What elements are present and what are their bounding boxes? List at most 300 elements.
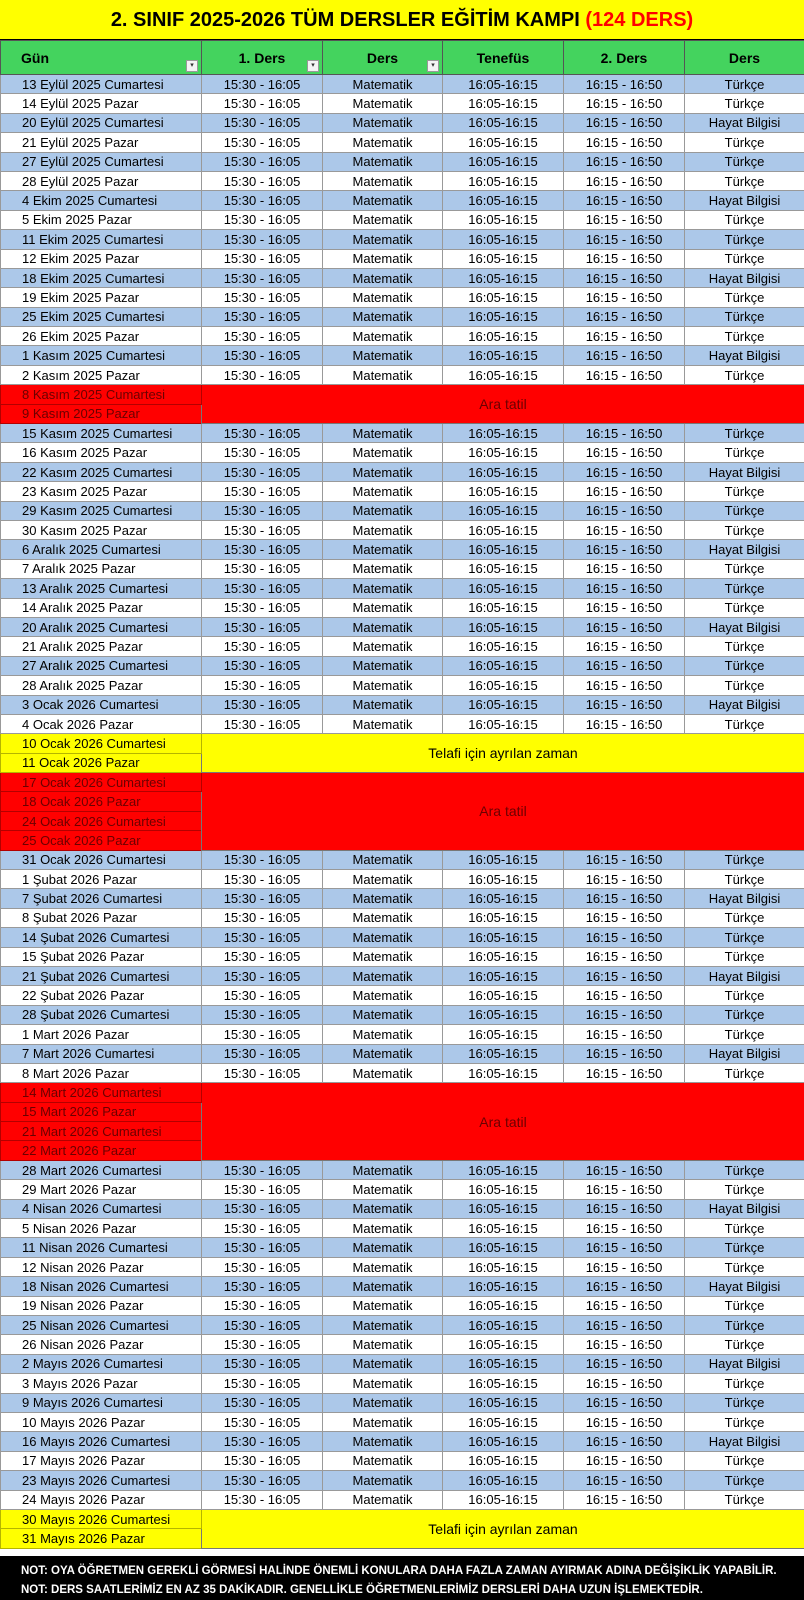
lesson1-time-cell[interactable]: 15:30 - 16:05 [202,1393,323,1412]
lesson2-time-cell[interactable]: 16:15 - 16:50 [564,94,685,113]
subject2-cell[interactable]: Hayat Bilgisi [685,191,804,210]
break-time-cell[interactable]: 16:05-16:15 [443,327,564,346]
lesson2-time-cell[interactable]: 16:15 - 16:50 [564,966,685,985]
subject1-cell[interactable]: Matematik [323,889,443,908]
subject1-cell[interactable]: Matematik [323,966,443,985]
subject1-cell[interactable]: Matematik [323,482,443,501]
break-time-cell[interactable]: 16:05-16:15 [443,1412,564,1431]
subject2-cell[interactable]: Türkçe [685,1412,804,1431]
break-time-cell[interactable]: 16:05-16:15 [443,1257,564,1276]
subject2-cell[interactable]: Türkçe [685,714,804,733]
date-cell[interactable]: 7 Şubat 2026 Cumartesi [1,889,202,908]
lesson2-time-cell[interactable]: 16:15 - 16:50 [564,1257,685,1276]
break-time-cell[interactable]: 16:05-16:15 [443,637,564,656]
subject1-cell[interactable]: Matematik [323,1025,443,1044]
date-cell[interactable]: 14 Aralık 2025 Pazar [1,598,202,617]
lesson2-time-cell[interactable]: 16:15 - 16:50 [564,152,685,171]
subject2-cell[interactable]: Türkçe [685,94,804,113]
lesson2-time-cell[interactable]: 16:15 - 16:50 [564,113,685,132]
subject2-cell[interactable]: Türkçe [685,1451,804,1470]
break-time-cell[interactable]: 16:05-16:15 [443,617,564,636]
subject1-cell[interactable]: Matematik [323,210,443,229]
break-time-cell[interactable]: 16:05-16:15 [443,133,564,152]
break-time-cell[interactable]: 16:05-16:15 [443,1471,564,1490]
break-time-cell[interactable]: 16:05-16:15 [443,559,564,578]
break-time-cell[interactable]: 16:05-16:15 [443,152,564,171]
lesson1-time-cell[interactable]: 15:30 - 16:05 [202,520,323,539]
break-time-cell[interactable]: 16:05-16:15 [443,1005,564,1024]
break-time-cell[interactable]: 16:05-16:15 [443,870,564,889]
filter-dropdown-icon[interactable]: ▾ [186,60,198,72]
lesson2-time-cell[interactable]: 16:15 - 16:50 [564,559,685,578]
subject1-cell[interactable]: Matematik [323,1451,443,1470]
break-time-cell[interactable]: 16:05-16:15 [443,579,564,598]
date-cell[interactable]: 18 Nisan 2026 Cumartesi [1,1277,202,1296]
break-time-cell[interactable]: 16:05-16:15 [443,230,564,249]
date-cell[interactable]: 25 Ocak 2026 Pazar [1,831,202,850]
subject2-cell[interactable]: Türkçe [685,1296,804,1315]
break-time-cell[interactable]: 16:05-16:15 [443,1199,564,1218]
date-cell[interactable]: 3 Ocak 2026 Cumartesi [1,695,202,714]
date-cell[interactable]: 29 Kasım 2025 Cumartesi [1,501,202,520]
date-cell[interactable]: 9 Mayıs 2026 Cumartesi [1,1393,202,1412]
lesson2-time-cell[interactable]: 16:15 - 16:50 [564,870,685,889]
subject2-cell[interactable]: Türkçe [685,870,804,889]
date-cell[interactable]: 21 Aralık 2025 Pazar [1,637,202,656]
date-cell[interactable]: 25 Nisan 2026 Cumartesi [1,1316,202,1335]
lesson2-time-cell[interactable]: 16:15 - 16:50 [564,1296,685,1315]
date-cell[interactable]: 6 Aralık 2025 Cumartesi [1,540,202,559]
subject2-cell[interactable]: Türkçe [685,288,804,307]
date-cell[interactable]: 23 Mayıs 2026 Cumartesi [1,1471,202,1490]
lesson1-time-cell[interactable]: 15:30 - 16:05 [202,365,323,384]
break-time-cell[interactable]: 16:05-16:15 [443,889,564,908]
lesson1-time-cell[interactable]: 15:30 - 16:05 [202,501,323,520]
date-cell[interactable]: 11 Ekim 2025 Cumartesi [1,230,202,249]
date-cell[interactable]: 25 Ekim 2025 Cumartesi [1,307,202,326]
lesson1-time-cell[interactable]: 15:30 - 16:05 [202,1180,323,1199]
lesson2-time-cell[interactable]: 16:15 - 16:50 [564,1393,685,1412]
subject2-cell[interactable]: Türkçe [685,579,804,598]
lesson2-time-cell[interactable]: 16:15 - 16:50 [564,1005,685,1024]
lesson2-time-cell[interactable]: 16:15 - 16:50 [564,346,685,365]
lesson1-time-cell[interactable]: 15:30 - 16:05 [202,1490,323,1509]
lesson1-time-cell[interactable]: 15:30 - 16:05 [202,598,323,617]
subject2-cell[interactable]: Türkçe [685,1490,804,1509]
lesson2-time-cell[interactable]: 16:15 - 16:50 [564,268,685,287]
break-time-cell[interactable]: 16:05-16:15 [443,462,564,481]
subject1-cell[interactable]: Matematik [323,579,443,598]
subject2-cell[interactable]: Türkçe [685,1005,804,1024]
date-cell[interactable]: 27 Eylül 2025 Cumartesi [1,152,202,171]
date-cell[interactable]: 20 Eylül 2025 Cumartesi [1,113,202,132]
break-time-cell[interactable]: 16:05-16:15 [443,482,564,501]
lesson2-time-cell[interactable]: 16:15 - 16:50 [564,1044,685,1063]
lesson2-time-cell[interactable]: 16:15 - 16:50 [564,365,685,384]
date-cell[interactable]: 26 Nisan 2026 Pazar [1,1335,202,1354]
subject1-cell[interactable]: Matematik [323,1335,443,1354]
subject1-cell[interactable]: Matematik [323,676,443,695]
date-cell[interactable]: 2 Mayıs 2026 Cumartesi [1,1354,202,1373]
date-cell[interactable]: 21 Mart 2026 Cumartesi [1,1122,202,1141]
break-time-cell[interactable]: 16:05-16:15 [443,676,564,695]
subject2-cell[interactable]: Hayat Bilgisi [685,695,804,714]
subject2-cell[interactable]: Hayat Bilgisi [685,268,804,287]
break-time-cell[interactable]: 16:05-16:15 [443,1063,564,1082]
lesson1-time-cell[interactable]: 15:30 - 16:05 [202,966,323,985]
lesson2-time-cell[interactable]: 16:15 - 16:50 [564,1025,685,1044]
subject2-cell[interactable]: Türkçe [685,1238,804,1257]
lesson2-time-cell[interactable]: 16:15 - 16:50 [564,462,685,481]
subject1-cell[interactable]: Matematik [323,346,443,365]
date-cell[interactable]: 4 Nisan 2026 Cumartesi [1,1199,202,1218]
date-cell[interactable]: 13 Aralık 2025 Cumartesi [1,579,202,598]
filter-dropdown-icon[interactable]: ▾ [427,60,439,72]
lesson2-time-cell[interactable]: 16:15 - 16:50 [564,850,685,869]
subject2-cell[interactable]: Türkçe [685,850,804,869]
subject1-cell[interactable]: Matematik [323,75,443,94]
date-cell[interactable]: 30 Kasım 2025 Pazar [1,520,202,539]
break-time-cell[interactable]: 16:05-16:15 [443,365,564,384]
holiday-label-cell[interactable]: Ara tatil [202,385,804,424]
break-time-cell[interactable]: 16:05-16:15 [443,443,564,462]
subject2-cell[interactable]: Türkçe [685,1063,804,1082]
break-time-cell[interactable]: 16:05-16:15 [443,113,564,132]
lesson2-time-cell[interactable]: 16:15 - 16:50 [564,1412,685,1431]
lesson1-time-cell[interactable]: 15:30 - 16:05 [202,1335,323,1354]
date-cell[interactable]: 5 Nisan 2026 Pazar [1,1219,202,1238]
lesson1-time-cell[interactable]: 15:30 - 16:05 [202,1374,323,1393]
lesson1-time-cell[interactable]: 15:30 - 16:05 [202,268,323,287]
date-cell[interactable]: 16 Kasım 2025 Pazar [1,443,202,462]
subject2-cell[interactable]: Türkçe [685,1180,804,1199]
break-time-cell[interactable]: 16:05-16:15 [443,1451,564,1470]
lesson1-time-cell[interactable]: 15:30 - 16:05 [202,171,323,190]
lesson2-time-cell[interactable]: 16:15 - 16:50 [564,75,685,94]
break-time-cell[interactable]: 16:05-16:15 [443,249,564,268]
lesson2-time-cell[interactable]: 16:15 - 16:50 [564,928,685,947]
break-time-cell[interactable]: 16:05-16:15 [443,1238,564,1257]
date-cell[interactable]: 18 Ekim 2025 Cumartesi [1,268,202,287]
lesson2-time-cell[interactable]: 16:15 - 16:50 [564,695,685,714]
lesson2-time-cell[interactable]: 16:15 - 16:50 [564,598,685,617]
subject2-cell[interactable]: Hayat Bilgisi [685,1277,804,1296]
subject1-cell[interactable]: Matematik [323,598,443,617]
lesson1-time-cell[interactable]: 15:30 - 16:05 [202,617,323,636]
lesson1-time-cell[interactable]: 15:30 - 16:05 [202,540,323,559]
subject1-cell[interactable]: Matematik [323,908,443,927]
lesson1-time-cell[interactable]: 15:30 - 16:05 [202,1005,323,1024]
date-cell[interactable]: 8 Kasım 2025 Cumartesi [1,385,202,404]
date-cell[interactable]: 8 Şubat 2026 Pazar [1,908,202,927]
date-cell[interactable]: 13 Eylül 2025 Cumartesi [1,75,202,94]
date-cell[interactable]: 22 Şubat 2026 Pazar [1,986,202,1005]
subject1-cell[interactable]: Matematik [323,947,443,966]
date-cell[interactable]: 12 Ekim 2025 Pazar [1,249,202,268]
break-time-cell[interactable]: 16:05-16:15 [443,1354,564,1373]
subject2-cell[interactable]: Hayat Bilgisi [685,617,804,636]
subject1-cell[interactable]: Matematik [323,327,443,346]
lesson1-time-cell[interactable]: 15:30 - 16:05 [202,908,323,927]
break-time-cell[interactable]: 16:05-16:15 [443,1296,564,1315]
subject2-cell[interactable]: Hayat Bilgisi [685,540,804,559]
subject2-cell[interactable]: Türkçe [685,249,804,268]
lesson2-time-cell[interactable]: 16:15 - 16:50 [564,249,685,268]
lesson1-time-cell[interactable]: 15:30 - 16:05 [202,986,323,1005]
subject2-cell[interactable]: Türkçe [685,230,804,249]
subject1-cell[interactable]: Matematik [323,656,443,675]
subject1-cell[interactable]: Matematik [323,1005,443,1024]
subject1-cell[interactable]: Matematik [323,501,443,520]
lesson1-time-cell[interactable]: 15:30 - 16:05 [202,676,323,695]
break-time-cell[interactable]: 16:05-16:15 [443,268,564,287]
break-time-cell[interactable]: 16:05-16:15 [443,94,564,113]
date-cell[interactable]: 11 Nisan 2026 Cumartesi [1,1238,202,1257]
subject2-cell[interactable]: Türkçe [685,482,804,501]
subject2-cell[interactable]: Türkçe [685,171,804,190]
column-header-subject2[interactable] [685,41,804,75]
break-time-cell[interactable]: 16:05-16:15 [443,1044,564,1063]
date-cell[interactable]: 17 Ocak 2026 Cumartesi [1,773,202,792]
lesson2-time-cell[interactable]: 16:15 - 16:50 [564,1160,685,1179]
break-time-cell[interactable]: 16:05-16:15 [443,75,564,94]
break-time-cell[interactable]: 16:05-16:15 [443,288,564,307]
break-time-cell[interactable]: 16:05-16:15 [443,1277,564,1296]
column-header-day[interactable] [1,41,202,75]
subject1-cell[interactable]: Matematik [323,1238,443,1257]
break-time-cell[interactable]: 16:05-16:15 [443,424,564,443]
subject1-cell[interactable]: Matematik [323,1063,443,1082]
subject1-cell[interactable]: Matematik [323,230,443,249]
date-cell[interactable]: 26 Ekim 2025 Pazar [1,327,202,346]
column-header-lesson2[interactable] [564,41,685,75]
break-time-cell[interactable]: 16:05-16:15 [443,346,564,365]
lesson2-time-cell[interactable]: 16:15 - 16:50 [564,1316,685,1335]
lesson2-time-cell[interactable]: 16:15 - 16:50 [564,171,685,190]
subject1-cell[interactable]: Matematik [323,1412,443,1431]
break-time-cell[interactable]: 16:05-16:15 [443,191,564,210]
lesson2-time-cell[interactable]: 16:15 - 16:50 [564,656,685,675]
lesson2-time-cell[interactable]: 16:15 - 16:50 [564,1063,685,1082]
subject2-cell[interactable]: Türkçe [685,559,804,578]
break-time-cell[interactable]: 16:05-16:15 [443,966,564,985]
lesson2-time-cell[interactable]: 16:15 - 16:50 [564,1451,685,1470]
break-time-cell[interactable]: 16:05-16:15 [443,1219,564,1238]
subject2-cell[interactable]: Türkçe [685,676,804,695]
subject2-cell[interactable]: Türkçe [685,210,804,229]
break-time-cell[interactable]: 16:05-16:15 [443,520,564,539]
lesson2-time-cell[interactable]: 16:15 - 16:50 [564,908,685,927]
break-time-cell[interactable]: 16:05-16:15 [443,695,564,714]
lesson1-time-cell[interactable]: 15:30 - 16:05 [202,1199,323,1218]
date-cell[interactable]: 10 Ocak 2026 Cumartesi [1,734,202,753]
subject1-cell[interactable]: Matematik [323,637,443,656]
lesson2-time-cell[interactable]: 16:15 - 16:50 [564,210,685,229]
subject1-cell[interactable]: Matematik [323,695,443,714]
date-cell[interactable]: 10 Mayıs 2026 Pazar [1,1412,202,1431]
date-cell[interactable]: 30 Mayıs 2026 Cumartesi [1,1509,202,1528]
subject2-cell[interactable]: Türkçe [685,947,804,966]
break-time-cell[interactable]: 16:05-16:15 [443,1316,564,1335]
subject1-cell[interactable]: Matematik [323,307,443,326]
subject1-cell[interactable]: Matematik [323,617,443,636]
lesson2-time-cell[interactable]: 16:15 - 16:50 [564,579,685,598]
lesson1-time-cell[interactable]: 15:30 - 16:05 [202,579,323,598]
subject2-cell[interactable]: Hayat Bilgisi [685,1354,804,1373]
subject1-cell[interactable]: Matematik [323,1219,443,1238]
break-time-cell[interactable]: 16:05-16:15 [443,928,564,947]
subject2-cell[interactable]: Türkçe [685,1219,804,1238]
subject2-cell[interactable]: Hayat Bilgisi [685,113,804,132]
date-cell[interactable]: 20 Aralık 2025 Cumartesi [1,617,202,636]
lesson1-time-cell[interactable]: 15:30 - 16:05 [202,1471,323,1490]
lesson1-time-cell[interactable]: 15:30 - 16:05 [202,559,323,578]
subject1-cell[interactable]: Matematik [323,1296,443,1315]
date-cell[interactable]: 5 Ekim 2025 Pazar [1,210,202,229]
makeup-label-cell[interactable]: Telafi için ayrılan zaman [202,1509,804,1548]
column-header-subject1[interactable] [323,41,443,75]
subject2-cell[interactable]: Türkçe [685,1025,804,1044]
lesson2-time-cell[interactable]: 16:15 - 16:50 [564,714,685,733]
lesson1-time-cell[interactable]: 15:30 - 16:05 [202,482,323,501]
date-cell[interactable]: 1 Mart 2026 Pazar [1,1025,202,1044]
break-time-cell[interactable]: 16:05-16:15 [443,307,564,326]
lesson1-time-cell[interactable]: 15:30 - 16:05 [202,1044,323,1063]
subject1-cell[interactable]: Matematik [323,462,443,481]
subject1-cell[interactable]: Matematik [323,520,443,539]
lesson2-time-cell[interactable]: 16:15 - 16:50 [564,520,685,539]
subject2-cell[interactable]: Türkçe [685,1471,804,1490]
date-cell[interactable]: 19 Nisan 2026 Pazar [1,1296,202,1315]
lesson2-time-cell[interactable]: 16:15 - 16:50 [564,230,685,249]
subject1-cell[interactable]: Matematik [323,1393,443,1412]
subject2-cell[interactable]: Türkçe [685,133,804,152]
subject1-cell[interactable]: Matematik [323,986,443,1005]
lesson2-time-cell[interactable]: 16:15 - 16:50 [564,1354,685,1373]
lesson1-time-cell[interactable]: 15:30 - 16:05 [202,889,323,908]
lesson2-time-cell[interactable]: 16:15 - 16:50 [564,1471,685,1490]
lesson1-time-cell[interactable]: 15:30 - 16:05 [202,1432,323,1451]
lesson1-time-cell[interactable]: 15:30 - 16:05 [202,1219,323,1238]
subject2-cell[interactable]: Türkçe [685,908,804,927]
date-cell[interactable]: 31 Mayıs 2026 Pazar [1,1529,202,1548]
date-cell[interactable]: 17 Mayıs 2026 Pazar [1,1451,202,1470]
subject1-cell[interactable]: Matematik [323,152,443,171]
subject1-cell[interactable]: Matematik [323,1180,443,1199]
subject1-cell[interactable]: Matematik [323,268,443,287]
subject2-cell[interactable]: Hayat Bilgisi [685,1432,804,1451]
lesson2-time-cell[interactable]: 16:15 - 16:50 [564,133,685,152]
subject2-cell[interactable]: Hayat Bilgisi [685,1044,804,1063]
date-cell[interactable]: 7 Aralık 2025 Pazar [1,559,202,578]
date-cell[interactable]: 21 Eylül 2025 Pazar [1,133,202,152]
subject2-cell[interactable]: Hayat Bilgisi [685,889,804,908]
lesson1-time-cell[interactable]: 15:30 - 16:05 [202,424,323,443]
subject2-cell[interactable]: Hayat Bilgisi [685,462,804,481]
date-cell[interactable]: 23 Kasım 2025 Pazar [1,482,202,501]
lesson1-time-cell[interactable]: 15:30 - 16:05 [202,249,323,268]
subject1-cell[interactable]: Matematik [323,850,443,869]
date-cell[interactable]: 4 Ocak 2026 Pazar [1,714,202,733]
date-cell[interactable]: 24 Mayıs 2026 Pazar [1,1490,202,1509]
lesson2-time-cell[interactable]: 16:15 - 16:50 [564,947,685,966]
break-time-cell[interactable]: 16:05-16:15 [443,210,564,229]
subject2-cell[interactable]: Türkçe [685,152,804,171]
lesson2-time-cell[interactable]: 16:15 - 16:50 [564,1335,685,1354]
subject1-cell[interactable]: Matematik [323,1257,443,1276]
lesson2-time-cell[interactable]: 16:15 - 16:50 [564,191,685,210]
break-time-cell[interactable]: 16:05-16:15 [443,540,564,559]
lesson2-time-cell[interactable]: 16:15 - 16:50 [564,637,685,656]
break-time-cell[interactable]: 16:05-16:15 [443,850,564,869]
date-cell[interactable]: 28 Mart 2026 Cumartesi [1,1160,202,1179]
lesson1-time-cell[interactable]: 15:30 - 16:05 [202,1238,323,1257]
break-time-cell[interactable]: 16:05-16:15 [443,1490,564,1509]
lesson2-time-cell[interactable]: 16:15 - 16:50 [564,482,685,501]
break-time-cell[interactable]: 16:05-16:15 [443,908,564,927]
lesson1-time-cell[interactable]: 15:30 - 16:05 [202,1412,323,1431]
lesson1-time-cell[interactable]: 15:30 - 16:05 [202,191,323,210]
subject1-cell[interactable]: Matematik [323,1160,443,1179]
break-time-cell[interactable]: 16:05-16:15 [443,1025,564,1044]
date-cell[interactable]: 15 Şubat 2026 Pazar [1,947,202,966]
lesson2-time-cell[interactable]: 16:15 - 16:50 [564,1490,685,1509]
subject1-cell[interactable]: Matematik [323,113,443,132]
lesson2-time-cell[interactable]: 16:15 - 16:50 [564,889,685,908]
subject1-cell[interactable]: Matematik [323,1199,443,1218]
lesson2-time-cell[interactable]: 16:15 - 16:50 [564,1180,685,1199]
lesson2-time-cell[interactable]: 16:15 - 16:50 [564,1277,685,1296]
break-time-cell[interactable]: 16:05-16:15 [443,171,564,190]
date-cell[interactable]: 1 Şubat 2026 Pazar [1,870,202,889]
subject2-cell[interactable]: Türkçe [685,75,804,94]
date-cell[interactable]: 29 Mart 2026 Pazar [1,1180,202,1199]
date-cell[interactable]: 8 Mart 2026 Pazar [1,1063,202,1082]
subject2-cell[interactable]: Türkçe [685,637,804,656]
subject1-cell[interactable]: Matematik [323,1277,443,1296]
lesson1-time-cell[interactable]: 15:30 - 16:05 [202,1316,323,1335]
break-time-cell[interactable]: 16:05-16:15 [443,1374,564,1393]
date-cell[interactable]: 18 Ocak 2026 Pazar [1,792,202,811]
subject2-cell[interactable]: Hayat Bilgisi [685,346,804,365]
lesson1-time-cell[interactable]: 15:30 - 16:05 [202,307,323,326]
lesson2-time-cell[interactable]: 16:15 - 16:50 [564,424,685,443]
date-cell[interactable]: 16 Mayıs 2026 Cumartesi [1,1432,202,1451]
date-cell[interactable]: 21 Şubat 2026 Cumartesi [1,966,202,985]
subject2-cell[interactable]: Türkçe [685,365,804,384]
lesson2-time-cell[interactable]: 16:15 - 16:50 [564,501,685,520]
date-cell[interactable]: 28 Aralık 2025 Pazar [1,676,202,695]
break-time-cell[interactable]: 16:05-16:15 [443,947,564,966]
subject2-cell[interactable]: Türkçe [685,501,804,520]
lesson1-time-cell[interactable]: 15:30 - 16:05 [202,327,323,346]
subject1-cell[interactable]: Matematik [323,249,443,268]
lesson2-time-cell[interactable]: 16:15 - 16:50 [564,307,685,326]
lesson1-time-cell[interactable]: 15:30 - 16:05 [202,152,323,171]
lesson1-time-cell[interactable]: 15:30 - 16:05 [202,870,323,889]
subject2-cell[interactable]: Türkçe [685,307,804,326]
date-cell[interactable]: 19 Ekim 2025 Pazar [1,288,202,307]
subject1-cell[interactable]: Matematik [323,1471,443,1490]
lesson1-time-cell[interactable]: 15:30 - 16:05 [202,947,323,966]
filter-dropdown-icon[interactable]: ▾ [307,60,319,72]
lesson1-time-cell[interactable]: 15:30 - 16:05 [202,1160,323,1179]
subject1-cell[interactable]: Matematik [323,1316,443,1335]
lesson1-time-cell[interactable]: 15:30 - 16:05 [202,346,323,365]
lesson2-time-cell[interactable]: 16:15 - 16:50 [564,1432,685,1451]
subject2-cell[interactable]: Türkçe [685,1374,804,1393]
date-cell[interactable]: 15 Mart 2026 Pazar [1,1102,202,1121]
